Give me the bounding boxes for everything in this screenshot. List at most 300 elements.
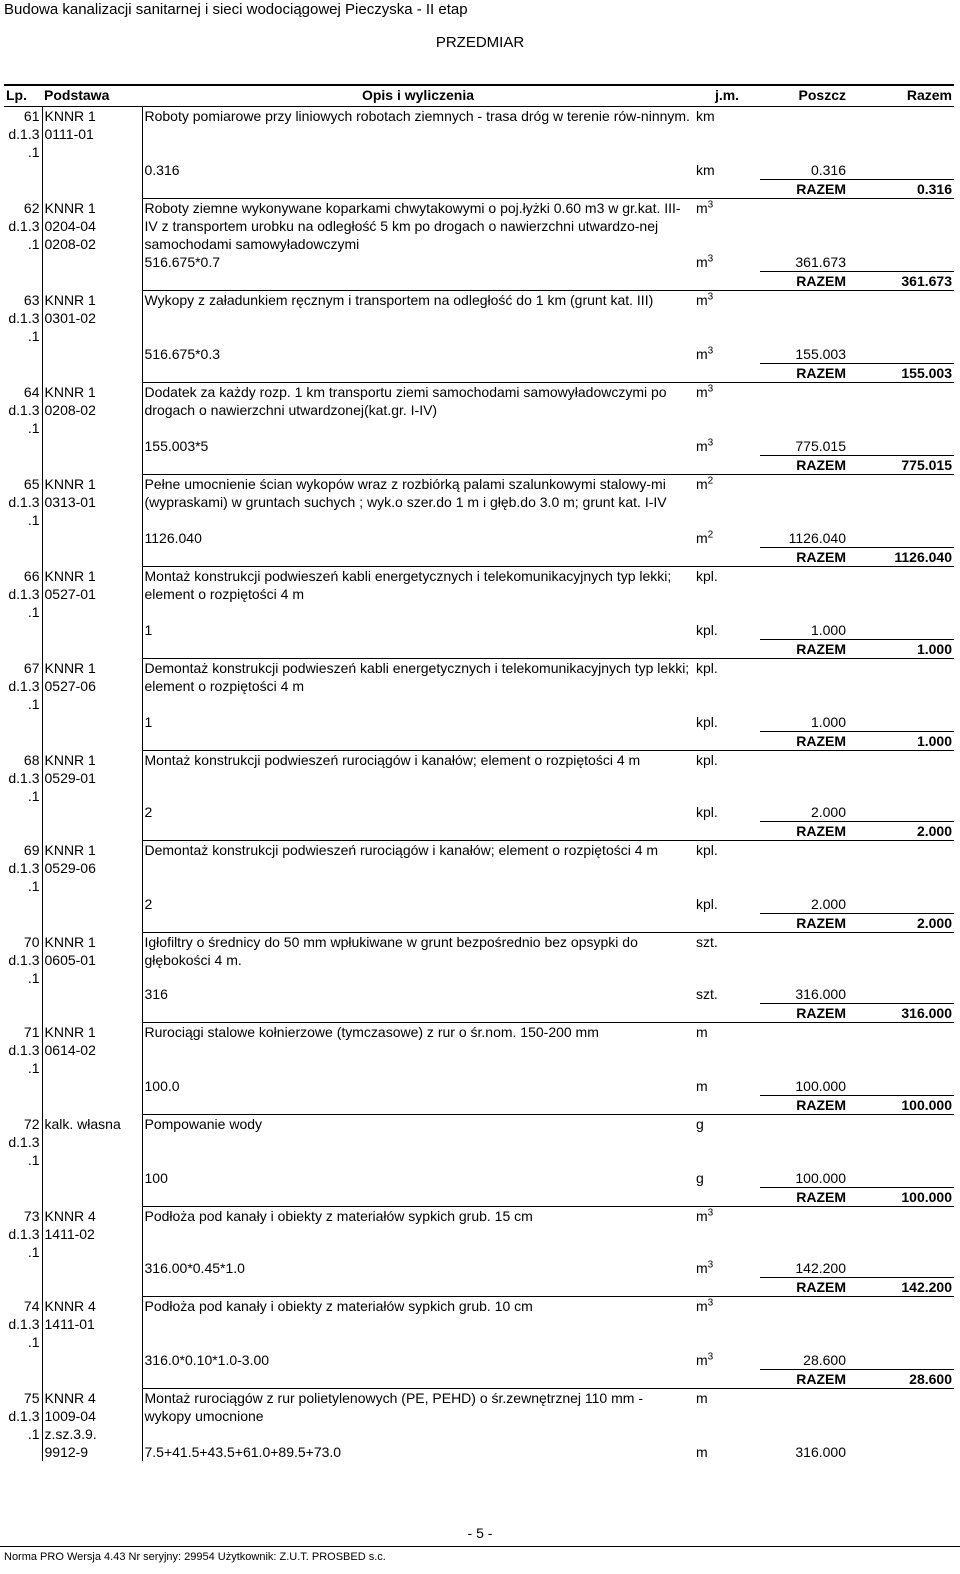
razem-value: 2.000	[848, 822, 954, 841]
lp-cell	[4, 475, 42, 567]
calc-row	[4, 803, 954, 822]
razem-value: 28.600	[848, 1370, 954, 1389]
lp-subsection: .1	[27, 144, 40, 160]
unit-cell	[694, 1207, 760, 1260]
calc-expression: 1126.040	[144, 530, 202, 546]
podstawa-line: KNNR 1	[44, 751, 96, 768]
lp-number: 74	[23, 1297, 40, 1314]
podstawa-cell	[42, 933, 142, 1023]
footer-divider	[0, 1546, 960, 1547]
calc-unit-cell	[694, 985, 760, 1004]
empty-cell	[760, 1389, 848, 1444]
lp-subsection: .1	[27, 419, 40, 436]
razem-label: RAZEM	[760, 180, 848, 199]
unit-text: m	[696, 476, 708, 492]
razem-value: 142.200	[848, 1278, 954, 1297]
calc-unit-cell	[694, 621, 760, 640]
podstawa-line: KNNR 1	[44, 933, 96, 950]
calc-expression: 516.675*0.3	[144, 346, 221, 362]
calc-unit-exponent: 3	[707, 1351, 714, 1363]
podstawa-line: KNNR 1	[44, 383, 96, 400]
podstawa-extra2: 9912-9	[44, 1443, 89, 1460]
empty-cell	[694, 822, 760, 841]
lp-subsection: .1	[27, 511, 40, 528]
empty-cell	[848, 1077, 954, 1096]
calc-row	[4, 1443, 954, 1461]
razem-row	[4, 272, 954, 291]
unit-cell	[694, 1297, 760, 1352]
unit-exponent: 2	[707, 475, 714, 487]
calc-unit-exponent: 3	[707, 437, 714, 449]
calc-expression: 7.5+41.5+43.5+61.0+89.5+73.0	[144, 1444, 342, 1460]
empty-cell	[848, 1351, 954, 1370]
lp-cell	[4, 1389, 42, 1462]
unit-text: km	[696, 108, 715, 124]
calc-expression: 2	[144, 804, 153, 820]
calc-expression: 100.0	[144, 1078, 180, 1094]
calc-expression: 2	[144, 896, 153, 912]
empty-cell	[848, 1259, 954, 1278]
empty-cell	[694, 272, 760, 291]
podstawa-line: KNNR 4	[44, 1207, 96, 1224]
lp-number: 62	[23, 199, 40, 216]
unit-cell	[694, 291, 760, 346]
empty-cell	[848, 1297, 954, 1352]
col-lp: Lp.	[4, 85, 42, 107]
lp-section: d.1.3	[8, 677, 40, 694]
calc-expression: 316.00*0.45*1.0	[144, 1260, 245, 1276]
razem-row	[4, 640, 954, 659]
empty-cell	[848, 713, 954, 732]
podstawa-code: 0605-01	[44, 951, 96, 968]
empty-cell	[848, 1443, 954, 1461]
empty-cell	[848, 475, 954, 530]
empty-cell	[848, 253, 954, 272]
unit-text: m	[696, 1298, 708, 1314]
calc-unit-text: g	[696, 1170, 704, 1186]
unit-cell	[694, 567, 760, 622]
unit-cell	[694, 751, 760, 804]
podstawa-line: KNNR 1	[44, 841, 96, 858]
razem-row	[4, 456, 954, 475]
poszcz-value: 316.000	[795, 1444, 846, 1460]
section-title: PRZEDMIAR	[435, 34, 525, 51]
empty-cell	[848, 161, 954, 180]
podstawa-code: 0527-06	[44, 677, 96, 694]
unit-cell	[694, 1023, 760, 1078]
table-row	[4, 107, 954, 162]
razem-value: 775.015	[848, 456, 954, 475]
unit-cell	[694, 841, 760, 896]
table-row	[4, 841, 954, 896]
podstawa-code: 0301-02	[44, 309, 96, 326]
lp-cell	[4, 751, 42, 841]
podstawa-line: KNNR 4	[44, 1297, 96, 1314]
empty-cell	[760, 567, 848, 622]
calc-unit-cell	[694, 803, 760, 822]
description-cell: Demontaż konstrukcji podwieszeń rurociągów i kanałów; element o rozpiętości 4 m	[144, 842, 659, 858]
lp-subsection: .1	[27, 1243, 40, 1260]
calc-unit-cell	[694, 529, 760, 548]
empty-cell	[694, 364, 760, 383]
podstawa-cell	[42, 291, 142, 383]
calc-row	[4, 621, 954, 640]
calc-row	[4, 345, 954, 364]
table-row	[4, 383, 954, 438]
calc-expression: 516.675*0.7	[144, 254, 221, 270]
podstawa-code: 0208-02	[44, 401, 96, 418]
calc-expression: 1	[144, 622, 153, 638]
calc-expression: 316	[144, 986, 168, 1002]
razem-value: 1.000	[848, 732, 954, 751]
lp-cell	[4, 1023, 42, 1115]
lp-section: d.1.3	[8, 585, 40, 602]
unit-text: m	[696, 1390, 708, 1406]
table-row	[4, 567, 954, 622]
empty-cell	[142, 456, 694, 475]
table-body	[4, 107, 954, 1462]
empty-cell	[760, 107, 848, 162]
calc-row	[4, 713, 954, 732]
description-cell: Montaż konstrukcji podwieszeń rurociągów i kanałów; element o rozpiętości 4 m	[144, 752, 641, 768]
empty-cell	[760, 751, 848, 804]
lp-section: d.1.3	[8, 951, 40, 968]
col-opis: Opis i wyliczenia	[142, 85, 694, 107]
poszcz-value: 100.000	[795, 1078, 846, 1094]
lp-subsection: .1	[27, 1151, 40, 1168]
lp-section: d.1.3	[8, 1041, 40, 1058]
lp-cell	[4, 107, 42, 199]
podstawa-cell	[42, 751, 142, 841]
razem-row	[4, 1188, 954, 1207]
unit-text: m	[696, 292, 708, 308]
table-row	[4, 1297, 954, 1352]
unit-text: szt.	[696, 934, 718, 950]
calc-unit-cell	[694, 345, 760, 364]
footer-text: Norma PRO Wersja 4.43 Nr seryjny: 29954 Użytkownik: Z.U.T. PROSBED s.c.	[4, 1551, 386, 1563]
podstawa-code: 0529-06	[44, 859, 96, 876]
poszcz-value: 0.316	[810, 162, 846, 178]
unit-cell	[694, 933, 760, 986]
razem-label: RAZEM	[760, 822, 848, 841]
lp-subsection: .1	[27, 877, 40, 894]
podstawa-code: 0313-01	[44, 493, 96, 510]
unit-cell	[694, 659, 760, 714]
poszcz-value: 1126.040	[788, 530, 846, 546]
empty-cell	[142, 1188, 694, 1207]
unit-exponent: 3	[707, 291, 714, 303]
calc-expression: 155.003*5	[144, 438, 209, 454]
table-row	[4, 659, 954, 714]
empty-cell	[142, 1278, 694, 1297]
podstawa-code: 0614-02	[44, 1041, 96, 1058]
podstawa-cell	[42, 1389, 142, 1462]
calc-unit-cell	[694, 1351, 760, 1370]
empty-cell	[142, 548, 694, 567]
empty-cell	[142, 914, 694, 933]
podstawa-cell	[42, 841, 142, 933]
poszcz-value: 100.000	[795, 1170, 846, 1186]
razem-row	[4, 822, 954, 841]
empty-cell	[142, 1096, 694, 1115]
table-row	[4, 751, 954, 804]
empty-cell	[760, 1207, 848, 1260]
empty-cell	[760, 659, 848, 714]
description-cell: Roboty pomiarowe przy liniowych robotach ziemnych - trasa dróg w terenie rów-ninnym.	[144, 108, 690, 124]
table-row	[4, 291, 954, 346]
unit-text: kpl.	[696, 752, 718, 768]
podstawa-line: KNNR 1	[44, 475, 96, 492]
description-cell: Igłofiltry o średnicy do 50 mm wpłukiwane w grunt bezpośrednio bez opsypki do głębokości 4 m.	[144, 934, 638, 968]
empty-cell	[142, 180, 694, 199]
table-row	[4, 1389, 954, 1444]
poszcz-value: 28.600	[803, 1352, 846, 1368]
calc-row	[4, 895, 954, 914]
razem-row	[4, 732, 954, 751]
razem-row	[4, 180, 954, 199]
empty-cell	[848, 659, 954, 714]
calc-row	[4, 1351, 954, 1370]
lp-cell	[4, 933, 42, 1023]
razem-label: RAZEM	[760, 548, 848, 567]
empty-cell	[760, 199, 848, 254]
empty-cell	[694, 1370, 760, 1389]
description-cell: Demontaż konstrukcji podwieszeń kabli energetycznych i telekomunikacyjnych typ lekki; element o rozpiętości 4 m	[144, 660, 690, 694]
calc-unit-exponent: 3	[707, 253, 714, 265]
unit-exponent: 3	[707, 383, 714, 395]
empty-cell	[694, 640, 760, 659]
podstawa-cell	[42, 107, 142, 199]
lp-number: 63	[23, 291, 40, 308]
razem-label: RAZEM	[760, 272, 848, 291]
empty-cell	[694, 1188, 760, 1207]
poszcz-value: 2.000	[810, 896, 846, 912]
table-row	[4, 1207, 954, 1260]
empty-cell	[760, 291, 848, 346]
empty-cell	[848, 803, 954, 822]
empty-cell	[694, 548, 760, 567]
calc-unit-text: kpl.	[696, 896, 718, 912]
calc-row	[4, 161, 954, 180]
lp-section: d.1.3	[8, 859, 40, 876]
unit-exponent: 3	[707, 199, 714, 211]
podstawa-code: 0527-01	[44, 585, 96, 602]
razem-label: RAZEM	[760, 1096, 848, 1115]
poszcz-value: 361.673	[795, 254, 846, 270]
calc-unit-cell	[694, 713, 760, 732]
unit-text: m	[696, 1208, 708, 1224]
empty-cell	[848, 1023, 954, 1078]
podstawa-cell	[42, 199, 142, 291]
poszcz-value: 1.000	[810, 622, 846, 638]
calc-expression: 1	[144, 714, 153, 730]
razem-label: RAZEM	[760, 1278, 848, 1297]
empty-cell	[760, 1023, 848, 1078]
empty-cell	[142, 822, 694, 841]
unit-text: kpl.	[696, 660, 718, 676]
przedmiar-table	[4, 84, 954, 1461]
col-podstawa: Podstawa	[42, 85, 142, 107]
empty-cell	[848, 345, 954, 364]
podstawa-cell	[42, 567, 142, 659]
table-row	[4, 1023, 954, 1078]
poszcz-value: 1.000	[810, 714, 846, 730]
podstawa-code: 0111-01	[44, 126, 94, 142]
empty-cell	[760, 933, 848, 986]
empty-cell	[848, 621, 954, 640]
calc-unit-exponent: 3	[707, 345, 714, 357]
calc-row	[4, 1169, 954, 1188]
calc-unit-text: km	[696, 162, 715, 178]
lp-section: d.1.3	[8, 401, 40, 418]
razem-label: RAZEM	[760, 732, 848, 751]
calc-unit-text: m	[696, 1260, 708, 1276]
lp-section: d.1.3	[8, 217, 40, 234]
unit-text: m	[696, 200, 708, 216]
empty-cell	[694, 456, 760, 475]
podstawa-line: KNNR 4	[44, 1389, 96, 1406]
table-row	[4, 933, 954, 986]
lp-number: 69	[23, 841, 40, 858]
podstawa-cell	[42, 659, 142, 751]
empty-cell	[848, 1115, 954, 1170]
podstawa-cell	[42, 383, 142, 475]
empty-cell	[142, 364, 694, 383]
calc-unit-exponent: 2	[707, 529, 714, 541]
lp-cell	[4, 291, 42, 383]
razem-row	[4, 914, 954, 933]
empty-cell	[848, 985, 954, 1004]
lp-cell	[4, 199, 42, 291]
razem-label: RAZEM	[760, 640, 848, 659]
lp-number: 75	[23, 1389, 40, 1406]
empty-cell	[848, 933, 954, 986]
razem-row	[4, 1370, 954, 1389]
empty-cell	[142, 640, 694, 659]
razem-value: 1.000	[848, 640, 954, 659]
empty-cell	[694, 1096, 760, 1115]
lp-subsection: .1	[27, 787, 40, 804]
calc-unit-exponent: 3	[707, 1259, 714, 1271]
unit-cell	[694, 383, 760, 438]
calc-expression: 0.316	[144, 162, 180, 178]
table-header-row	[4, 85, 954, 107]
calc-unit-cell	[694, 253, 760, 272]
page-number: - 5 -	[467, 1525, 493, 1541]
podstawa-code: 0529-01	[44, 769, 96, 786]
table-row	[4, 475, 954, 530]
podstawa-cell	[42, 1023, 142, 1115]
razem-row	[4, 548, 954, 567]
podstawa-extra: 0208-02	[44, 235, 96, 252]
empty-cell	[142, 1370, 694, 1389]
calc-unit-text: m	[696, 346, 708, 362]
lp-cell	[4, 841, 42, 933]
calc-unit-cell	[694, 161, 760, 180]
lp-section: d.1.3	[8, 769, 40, 786]
calc-expression: 316.0*0.10*1.0-3.00	[144, 1352, 270, 1368]
empty-cell	[694, 1278, 760, 1297]
empty-cell	[848, 1389, 954, 1444]
razem-row	[4, 1278, 954, 1297]
lp-section: d.1.3	[8, 309, 40, 326]
poszcz-value: 775.015	[795, 438, 846, 454]
empty-cell	[848, 199, 954, 254]
empty-cell	[848, 437, 954, 456]
lp-subsection: .1	[27, 1059, 40, 1076]
empty-cell	[760, 1297, 848, 1352]
calc-unit-cell	[694, 895, 760, 914]
calc-unit-text: m	[696, 530, 708, 546]
empty-cell	[848, 1207, 954, 1260]
empty-cell	[694, 732, 760, 751]
lp-subsection: .1	[27, 603, 40, 620]
calc-row	[4, 985, 954, 1004]
unit-cell	[694, 199, 760, 254]
table-row	[4, 1115, 954, 1170]
lp-number: 66	[23, 567, 40, 584]
podstawa-line: KNNR 1	[44, 1023, 96, 1040]
lp-cell	[4, 1207, 42, 1297]
empty-cell	[848, 895, 954, 914]
podstawa-code: 1009-04	[44, 1407, 96, 1424]
empty-cell	[760, 841, 848, 896]
calc-unit-text: m	[696, 438, 708, 454]
lp-section: d.1.3	[8, 126, 40, 142]
lp-number: 64	[23, 383, 40, 400]
table-row	[4, 199, 954, 254]
podstawa-line: KNNR 1	[44, 567, 96, 584]
razem-value: 0.316	[848, 180, 954, 199]
lp-section: d.1.3	[8, 1407, 40, 1424]
col-jm: j.m.	[694, 85, 760, 107]
podstawa-extra: z.sz.3.9.	[44, 1425, 97, 1442]
calc-row	[4, 529, 954, 548]
poszcz-value: 2.000	[810, 804, 846, 820]
unit-cell	[694, 1389, 760, 1444]
razem-value: 2.000	[848, 914, 954, 933]
empty-cell	[848, 107, 954, 162]
lp-number: 72	[23, 1115, 40, 1132]
lp-cell	[4, 383, 42, 475]
razem-row	[4, 364, 954, 383]
empty-cell	[760, 383, 848, 438]
calc-row	[4, 253, 954, 272]
lp-subsection: .1	[27, 235, 40, 252]
razem-value: 155.003	[848, 364, 954, 383]
podstawa-code: 1411-01	[44, 1315, 95, 1332]
description-cell: Montaż konstrukcji podwieszeń kabli energetycznych i telekomunikacyjnych typ lekki; element o rozpiętości 4 m	[144, 568, 672, 602]
calc-unit-cell	[694, 437, 760, 456]
calc-row	[4, 437, 954, 456]
razem-label: RAZEM	[760, 364, 848, 383]
lp-number: 71	[23, 1023, 40, 1040]
calc-unit-text: szt.	[696, 986, 718, 1002]
col-razem: Razem	[848, 85, 954, 107]
razem-value: 316.000	[848, 1004, 954, 1023]
razem-label: RAZEM	[760, 1188, 848, 1207]
razem-label: RAZEM	[760, 1004, 848, 1023]
empty-cell	[848, 1169, 954, 1188]
podstawa-cell	[42, 1115, 142, 1207]
unit-text: kpl.	[696, 568, 718, 584]
empty-cell	[142, 732, 694, 751]
poszcz-value: 142.200	[795, 1260, 846, 1276]
lp-number: 73	[23, 1207, 40, 1224]
lp-subsection: .1	[27, 695, 40, 712]
lp-number: 67	[23, 659, 40, 676]
document-title: Budowa kanalizacji sanitarnej i sieci wodociągowej Pieczyska - II etap	[4, 1, 468, 18]
